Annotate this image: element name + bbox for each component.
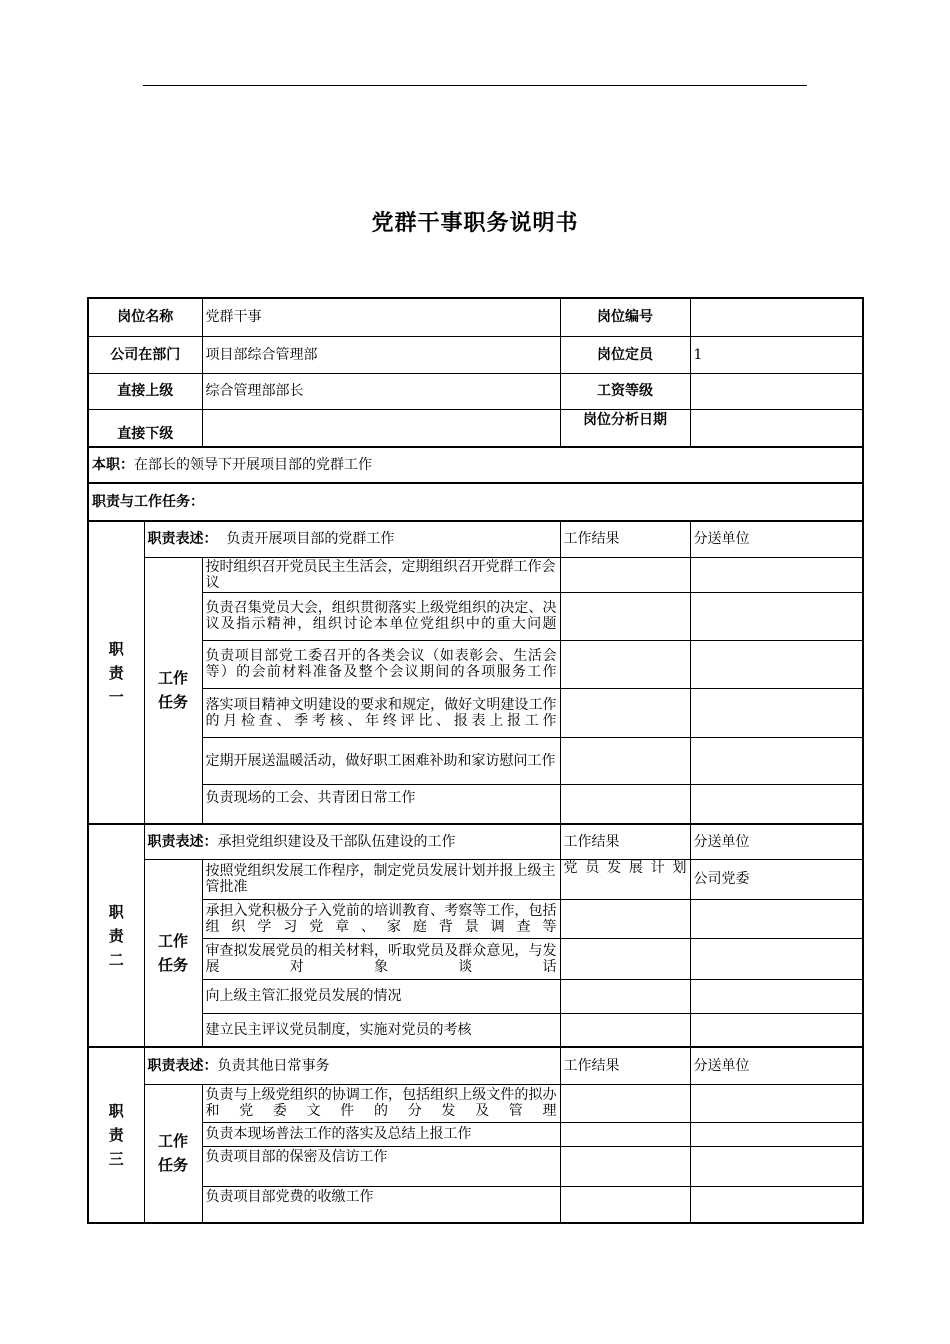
task-row xyxy=(88,899,863,938)
dest-header: 分送单位 xyxy=(690,1047,863,1084)
task-dest xyxy=(690,1122,863,1146)
field-value xyxy=(690,373,863,409)
job-description-table xyxy=(87,297,864,1224)
field-label: 岗位名称 xyxy=(88,298,202,336)
benzhi-text: 在部长的领导下开展项目部的党群工作 xyxy=(134,457,372,473)
task-label: 工作 任务 xyxy=(144,1084,202,1223)
field-value xyxy=(690,298,863,336)
field-label: 直接下级 xyxy=(88,409,202,447)
task-dest xyxy=(690,938,863,979)
task-dest xyxy=(690,592,863,640)
dest-header: 分送单位 xyxy=(690,521,863,557)
task-row xyxy=(88,1122,863,1146)
task-text: 负责项目部党费的收缴工作 xyxy=(202,1186,560,1223)
task-row xyxy=(88,859,863,899)
task-text: 负责本现场普法工作的落实及总结上报工作 xyxy=(202,1122,560,1146)
task-text: 定期开展送温暖活动，做好职工困难补助和家访慰问工作 xyxy=(202,737,560,784)
task-result xyxy=(560,979,690,1013)
task-result xyxy=(560,1146,690,1186)
task-text: 按时组织召开党员民主生活会，定期组织召开党群工作会议 xyxy=(202,557,560,592)
duty-description: 职责表述：承担党组织建设及干部队伍建设的工作 xyxy=(144,824,560,859)
task-row xyxy=(88,557,863,592)
task-result xyxy=(560,938,690,979)
task-result xyxy=(560,640,690,688)
field-value: 综合管理部部长 xyxy=(202,373,560,409)
task-text: 落实项目精神文明建设的要求和规定，做好文明建设工作的月检查、季考核、年终评比、报表上报工作 xyxy=(202,688,560,737)
dest-header: 分送单位 xyxy=(690,824,863,859)
task-text: 按照党组织发展工作程序，制定党员发展计划并报上级主管批准 xyxy=(202,859,560,899)
task-text: 承担入党积极分子入党前的培训教育、考察等工作，包括组织学习党章、家庭背景调查等 xyxy=(202,899,560,938)
task-row xyxy=(88,979,863,1013)
task-dest xyxy=(690,1146,863,1186)
field-label: 岗位分析日期 xyxy=(560,409,690,447)
field-label: 直接上级 xyxy=(88,373,202,409)
task-row xyxy=(88,1084,863,1122)
result-header: 工作结果 xyxy=(560,521,690,557)
field-label: 岗位定员 xyxy=(560,336,690,373)
task-dest xyxy=(690,557,863,592)
task-row xyxy=(88,1013,863,1047)
duty-label: 职 责 一 xyxy=(88,521,144,824)
duty-desc-row xyxy=(88,824,863,859)
header-row xyxy=(88,373,863,409)
task-result xyxy=(560,688,690,737)
field-value xyxy=(690,409,863,447)
task-dest xyxy=(690,737,863,784)
task-row xyxy=(88,1146,863,1186)
task-dest xyxy=(690,1084,863,1122)
duty-label: 职 责 三 xyxy=(88,1047,144,1223)
task-result xyxy=(560,1122,690,1146)
duties-heading-row xyxy=(88,483,863,521)
task-result xyxy=(560,784,690,824)
task-text: 审查拟发展党员的相关材料，听取党员及群众意见，与发展对象谈话 xyxy=(202,938,560,979)
result-header: 工作结果 xyxy=(560,824,690,859)
benzhi-label: 本职： xyxy=(92,457,134,473)
task-text: 负责项目部党工委召开的各类会议（如表彰会、生活会等）的会前材料准备及整个会议期间的各项服务工作 xyxy=(202,640,560,688)
benzhi-cell xyxy=(88,447,863,483)
result-header: 工作结果 xyxy=(560,1047,690,1084)
task-dest xyxy=(690,899,863,938)
document-title: 党群干事职务说明书 xyxy=(371,211,579,236)
task-row xyxy=(88,688,863,737)
task-result xyxy=(560,1084,690,1122)
task-result xyxy=(560,899,690,938)
task-dest xyxy=(690,688,863,737)
task-text: 负责召集党员大会，组织贯彻落实上级党组织的决定、决议及指示精神，组织讨论本单位党组织中的重大问题 xyxy=(202,592,560,640)
field-label: 工资等级 xyxy=(560,373,690,409)
duty-description: 职责表述： 负责开展项目部的党群工作 xyxy=(144,521,560,557)
duty-desc-row xyxy=(88,1047,863,1084)
header-row xyxy=(88,298,863,336)
benzhi-row xyxy=(88,447,863,483)
task-dest xyxy=(690,640,863,688)
task-row xyxy=(88,784,863,824)
field-value: 项目部综合管理部 xyxy=(202,336,560,373)
field-label: 岗位编号 xyxy=(560,298,690,336)
task-dest xyxy=(690,979,863,1013)
task-row xyxy=(88,938,863,979)
task-text: 负责与上级党组织的协调工作，包括组织上级文件的拟办和党委文件的分发及管理 xyxy=(202,1084,560,1122)
task-row xyxy=(88,592,863,640)
task-row xyxy=(88,737,863,784)
header-rule xyxy=(143,85,807,86)
duty-label: 职 责 二 xyxy=(88,824,144,1047)
header-row xyxy=(88,336,863,373)
task-dest: 公司党委 xyxy=(690,859,863,899)
task-row xyxy=(88,640,863,688)
task-dest xyxy=(690,784,863,824)
task-text: 负责项目部的保密及信访工作 xyxy=(202,1146,560,1186)
task-text: 建立民主评议党员制度，实施对党员的考核 xyxy=(202,1013,560,1047)
header-row xyxy=(88,409,863,447)
duty-desc-row xyxy=(88,521,863,557)
task-result: 党员发展计划 xyxy=(560,859,690,899)
task-dest xyxy=(690,1013,863,1047)
field-value: 党群干事 xyxy=(202,298,560,336)
task-label: 工作 任务 xyxy=(144,859,202,1047)
task-dest xyxy=(690,1186,863,1223)
task-result xyxy=(560,592,690,640)
task-label: 工作 任务 xyxy=(144,557,202,824)
task-row xyxy=(88,1186,863,1223)
field-value xyxy=(202,409,560,447)
task-result xyxy=(560,557,690,592)
duties-heading: 职责与工作任务： xyxy=(88,483,863,521)
task-result xyxy=(560,1186,690,1223)
task-result xyxy=(560,1013,690,1047)
task-result xyxy=(560,737,690,784)
task-text: 向上级主管汇报党员发展的情况 xyxy=(202,979,560,1013)
field-label: 公司在部门 xyxy=(88,336,202,373)
task-text: 负责现场的工会、共青团日常工作 xyxy=(202,784,560,824)
field-value: 1 xyxy=(690,336,863,373)
duty-description: 职责表述：负责其他日常事务 xyxy=(144,1047,560,1084)
